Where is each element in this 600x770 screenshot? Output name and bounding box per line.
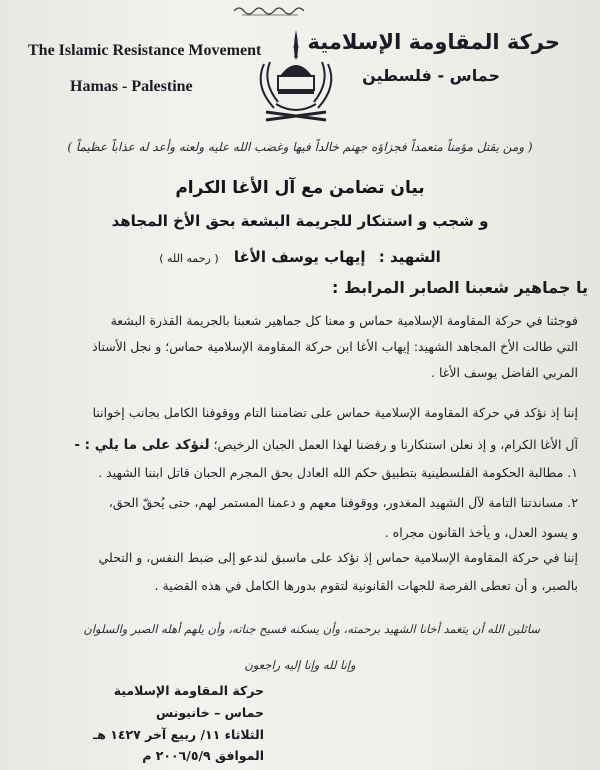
salutation: يا جماهير شعبنا الصابر المرابط : — [332, 278, 588, 297]
paragraph-2-text: آل الأغا الكرام، و إذ نعلن استنكارنا و رفضنا لهذا العمل الجبان الرخيص؛ — [213, 437, 578, 452]
list-item-2-line: و يسود العدل، و يأخذ القانون مجراه . — [384, 525, 578, 540]
martyr-name: إيهاب يوسف الأغا — [233, 248, 366, 266]
martyr-prayer: ( رحمه الله ) — [159, 252, 219, 265]
paragraph-1-line: فوجئنا في حركة المقاومة الإسلامية حماس و معنا كل جماهير شعبنا بالجريمة القذرة البشعة — [110, 313, 578, 328]
martyr-line — [20, 248, 580, 266]
quran-verse: ( ومن يقتل مؤمناً متعمداً فجزاؤه جهنم خالداً فيها وغضب الله عليه ولعنه وأعد له عذاباً عظيماً ) — [67, 140, 533, 154]
list-item-2-line: ٢. مساندتنا التامة لآل الشهيد المغدور، ووقوفنا معهم و دعمنا المستمر لهم، حتى يُحقّ الحق، — [108, 495, 578, 510]
paragraph-3-line: بالصبر، و أن تعطى الفرصة للجهات القانونية لتقوم بدورها الكامل في هذه القضية . — [154, 578, 578, 593]
paragraph-2-line: إننا إذ نؤكد في حركة المقاومة الإسلامية حماس على تضامننا التام ووقوفنا الكامل بجانب إخواننا — [92, 405, 578, 420]
signature-date-hijri: الثلاثاء ١١/ ربيع آخر ١٤٢٧ هـ — [92, 727, 264, 742]
paragraph-2-line — [8, 437, 578, 453]
english-org-subtitle: Hamas - Palestine — [70, 78, 193, 95]
signature-date-gregorian: الموافق ٢٠٠٦/٥/٩ م — [142, 748, 264, 763]
hamas-emblem-icon — [246, 20, 346, 128]
english-org-name: The Islamic Resistance Movement — [28, 42, 262, 59]
signature-org: حركة المقاومة الإسلامية — [113, 683, 264, 698]
paragraph-1-line: المربي الفاضل يوسف الأغا . — [431, 365, 578, 380]
paragraph-1-line: التي طالت الأخ المجاهد الشهيد: إيهاب الأغا ابن حركة المقاومة الإسلامية حماس؛ و نجل الأستاذ — [92, 339, 578, 354]
arabic-org-name: حركة المقاومة الإسلامية — [307, 30, 560, 54]
closing-ayah: وإنا لله وإنا إليه راجعون — [244, 658, 356, 672]
statement-title: بيان تضامن مع آل الأغا الكرام — [175, 178, 425, 198]
handwritten-mark-icon — [230, 2, 310, 18]
signature-place: حماس – خانيونس — [156, 705, 264, 720]
paragraph-2-emphasis: لنؤكد على ما يلي : - — [74, 437, 210, 453]
closing-prayer: سائلين الله أن يتغمد أخانا الشهيد برحمته، وأن يسكنه فسيح جناته، وأن يلهم أهله الصبر والسلوان — [83, 622, 540, 636]
martyr-label: الشهيد : — [378, 248, 441, 266]
statement-subtitle: و شجب و استنكار للجريمة البشعة بحق الأخ المجاهد — [111, 212, 489, 230]
paragraph-3-line: إننا في حركة المقاومة الإسلامية حماس إذ نؤكد على ماسبق لندعو إلى ضبط النفس، و التحلي — [98, 550, 578, 565]
arabic-org-subtitle: حماس - فلسطين — [362, 66, 500, 85]
list-item-1: ١. مطالبة الحكومة الفلسطينية بتطبيق حكم الله العادل بحق المجرم الجبان قاتل ابننا الشهيد . — [98, 465, 578, 480]
